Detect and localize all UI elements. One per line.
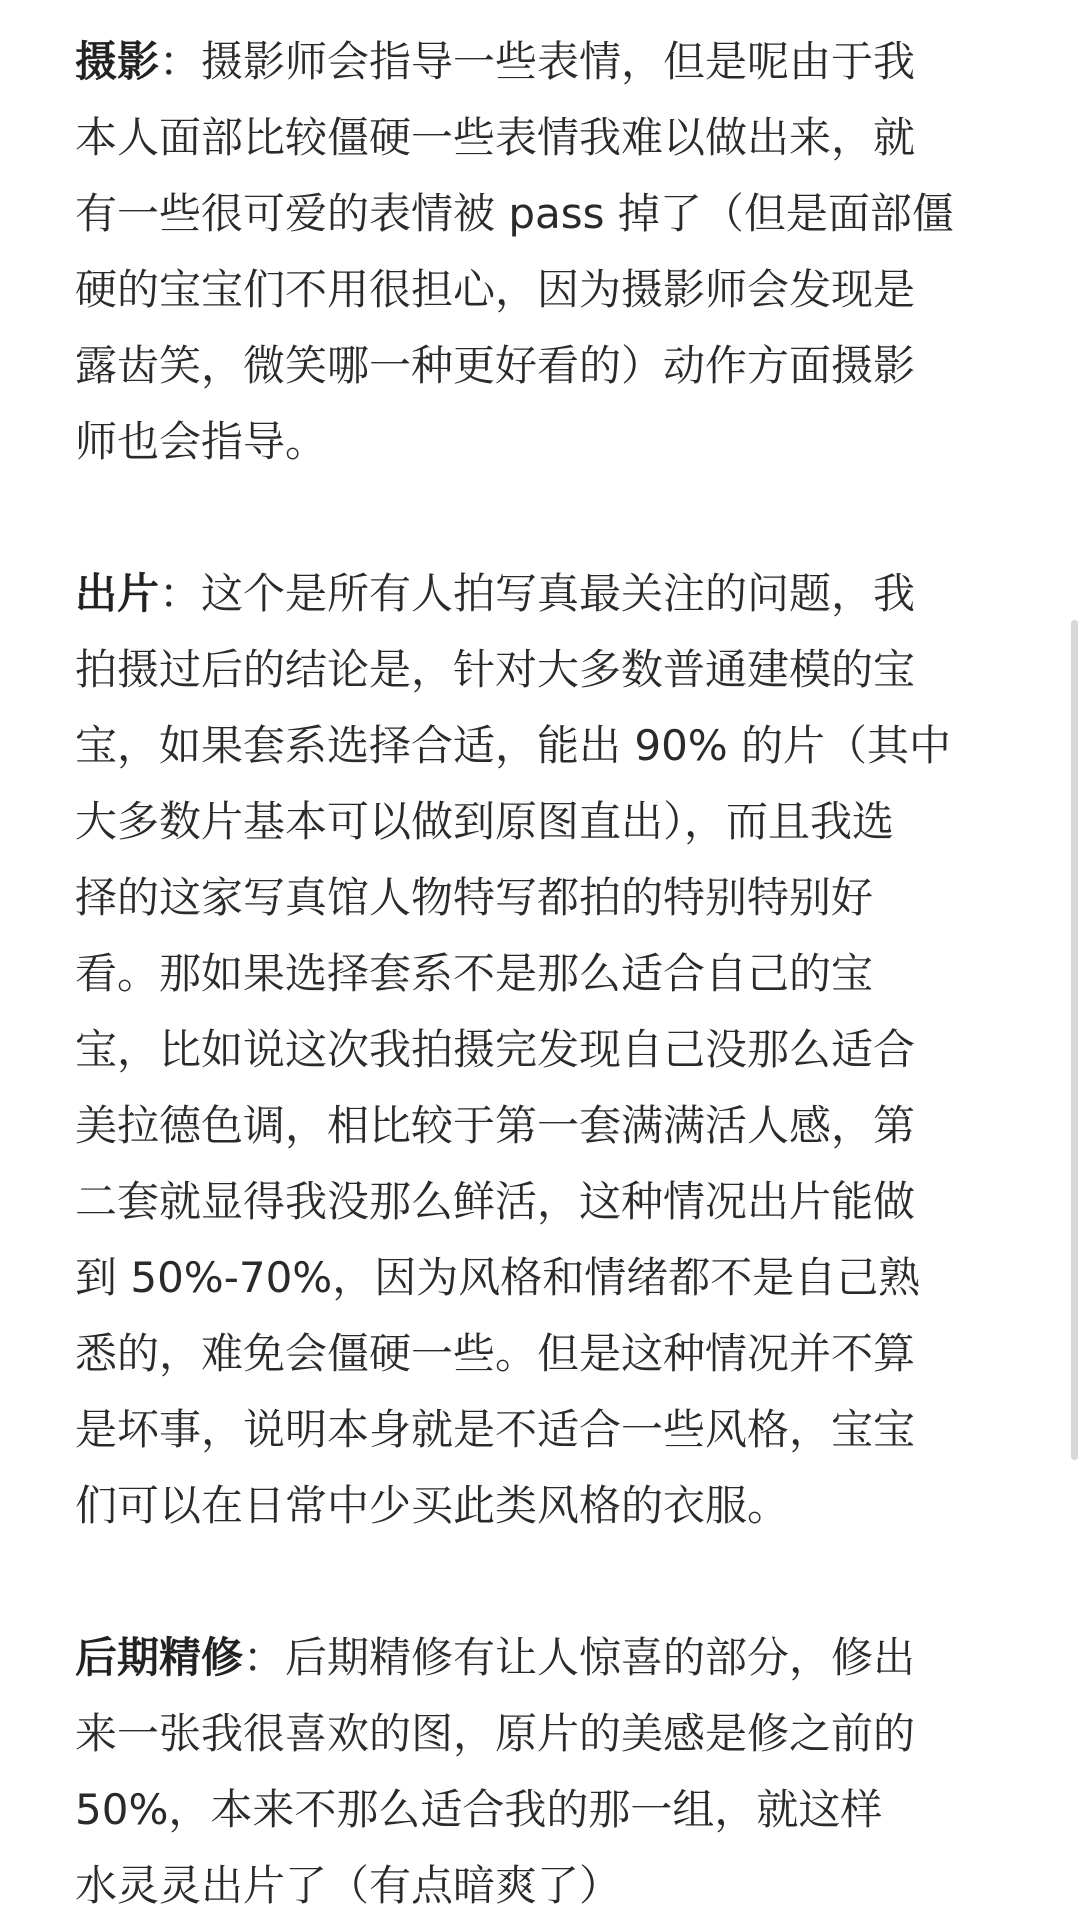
section-line [75,556,1035,632]
paragraph-line: 美拉德色调，相比较于第一套满满活人感，第 [75,1101,916,1150]
paragraph-line: 们可以在日常中少买此类风格的衣服。 [75,1481,790,1530]
paragraph-line: 择的这家写真馆人物特写都拍的特别特别好 [75,873,874,922]
paragraph-line: 悉的，难免会僵硬一些。但是这种情况并不算 [75,1329,916,1378]
paragraph-line: 50%，本来不那么适合我的那一组，就这样 [75,1785,883,1834]
section-photography [75,24,1035,480]
article-body [75,24,1035,1924]
vertical-scrollbar[interactable] [1071,620,1078,1460]
paragraph-line: 露齿笑，微笑哪一种更好看的）动作方面摄影 [75,341,916,390]
section-line [75,24,1035,100]
paragraph-spacer [75,1544,1035,1620]
paragraph-line: 硬的宝宝们不用很担心，因为摄影师会发现是 [75,265,916,314]
paragraph-line: 有一些很可爱的表情被 pass 掉了（但是面部僵 [75,189,954,238]
section-line [75,1620,1035,1696]
paragraph-line: 是坏事，说明本身就是不适合一些风格，宝宝 [75,1405,916,1454]
section-retouching [75,1620,1035,1924]
paragraph-line: 大多数片基本可以做到原图直出），而且我选 [75,797,895,846]
section-heading-output: 出片 [75,569,160,618]
section-output [75,556,1035,1544]
paragraph-line: 看。那如果选择套系不是那么适合自己的宝 [75,949,874,998]
paragraph-text: ：这个是所有人拍写真最关注的问题，我 [159,569,916,618]
paragraph-line: 师也会指导。 [75,417,328,466]
paragraph-line: 宝，比如说这次我拍摄完发现自己没那么适合 [75,1025,916,1074]
paragraph-line: 到 50%-70%，因为风格和情绪都不是自己熟 [75,1253,921,1302]
paragraph-text: ：摄影师会指导一些表情，但是呢由于我 [159,37,916,86]
paragraph-line: 来一张我很喜欢的图，原片的美感是修之前的 [75,1709,916,1758]
paragraph-line: 二套就显得我没那么鲜活，这种情况出片能做 [75,1177,916,1226]
section-heading-photography: 摄影 [75,37,160,86]
paragraph-line: 水灵灵出片了（有点暗爽了） [75,1861,622,1910]
paragraph-spacer [75,480,1035,556]
paragraph-text: ：后期精修有让人惊喜的部分，修出 [243,1633,916,1682]
section-heading-retouching: 后期精修 [75,1633,244,1682]
paragraph-line: 拍摄过后的结论是，针对大多数普通建模的宝 [75,645,916,694]
paragraph-line: 本人面部比较僵硬一些表情我难以做出来，就 [75,113,916,162]
paragraph-line: 宝，如果套系选择合适，能出 90% 的片（其中 [75,721,952,770]
